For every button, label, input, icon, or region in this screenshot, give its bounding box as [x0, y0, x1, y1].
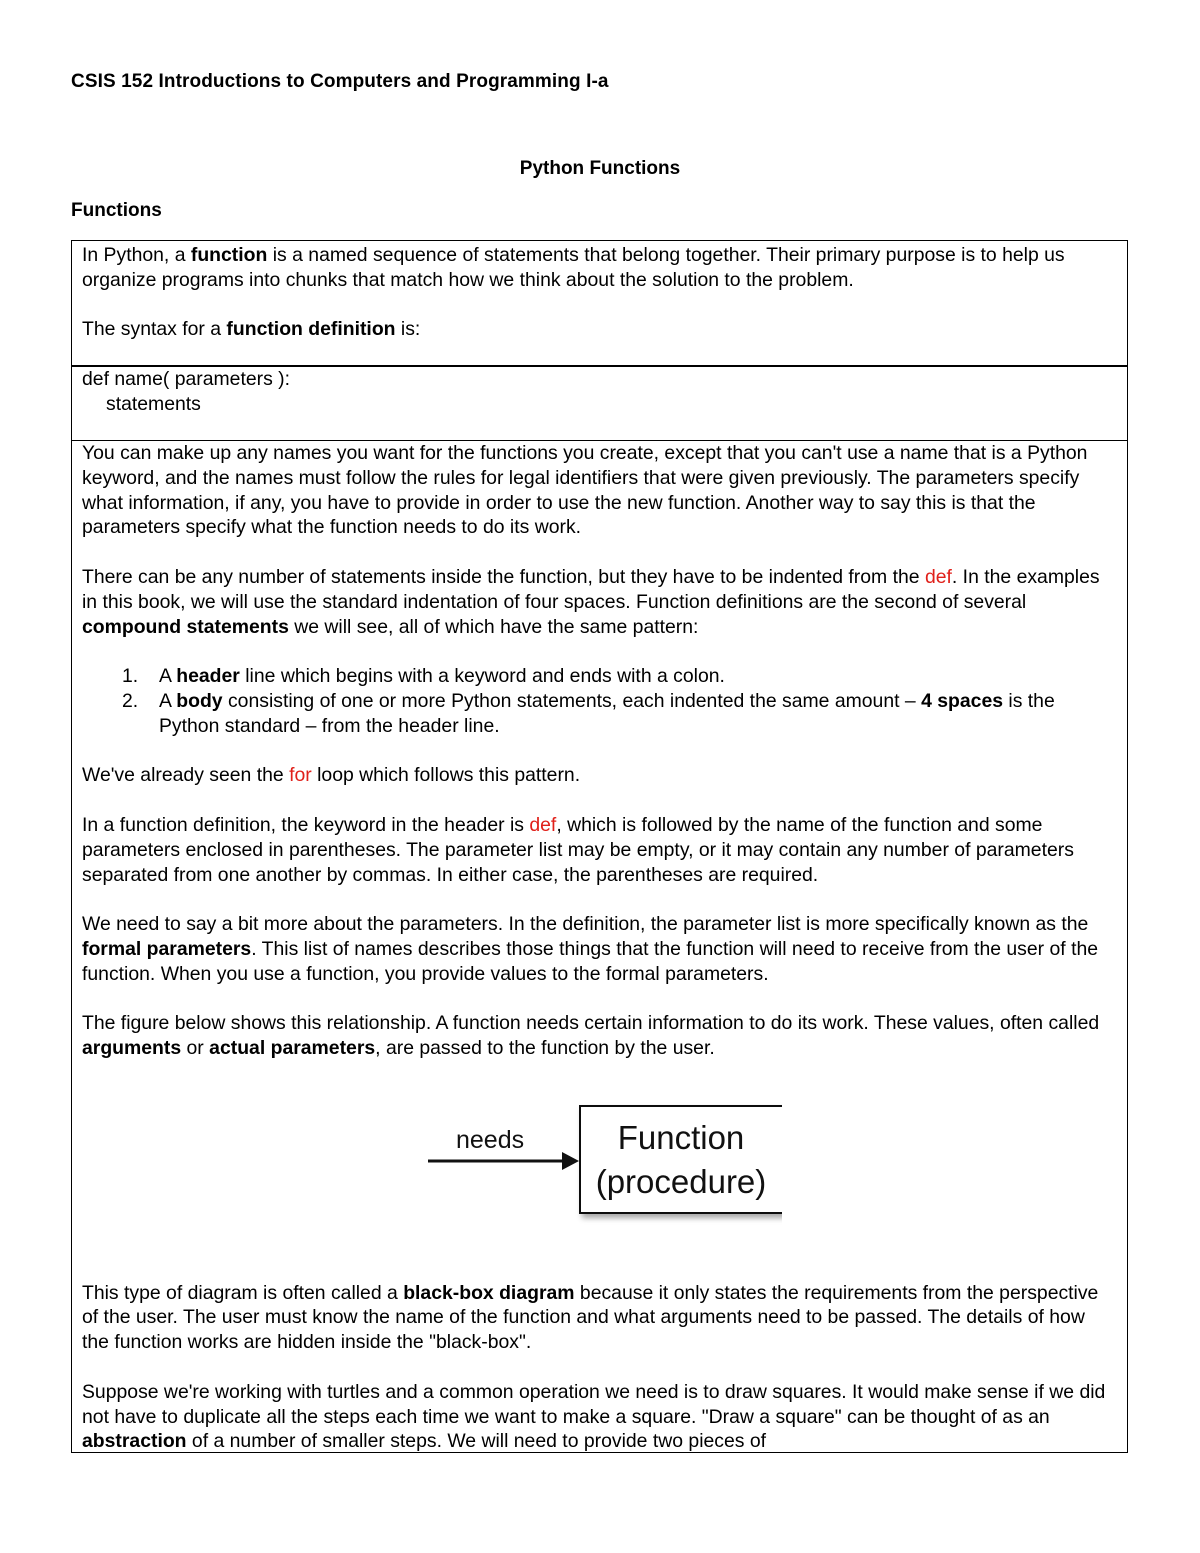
body-paragraph-5: We need to say a bit more about the parameters. In the definition, the parameter list is more specifically known as the formal parameters. This list of names describes those things that the function will need to receive from the user of the function. When you use a function, you provide values to the formal parameters. — [82, 913, 1099, 985]
intro-box — [71, 240, 1128, 367]
body-paragraph-2: There can be any number of statements inside the function, but they have to be indented from the def. In the examples in this book, we will use the standard indentation of four spaces. Function definitions are the second of several compound statements we will see, all of which have the same pattern: — [82, 565, 1100, 638]
keyword-def: def — [529, 813, 557, 836]
arrow-label: needs — [456, 1125, 525, 1154]
black-box-diagram-svg — [412, 1096, 782, 1226]
body-paragraph-6: The figure below shows this relationship. A function needs certain information to do its work. These values, often called arguments or actual parameters, are passed to the function by the user. — [82, 1012, 1100, 1060]
keyword-for: for — [289, 764, 312, 787]
list-item: 2. A body consisting of one or more Python statements, each indented the same amount – 4 spaces is the Python standard – from the header line. — [122, 689, 1055, 737]
intro-paragraph-2: The syntax for a function definition is: — [82, 318, 421, 341]
arrow-head — [562, 1152, 579, 1170]
list-item: 1. A header line which begins with a keyword and ends with a colon. — [122, 665, 725, 688]
course-title: CSIS 152 Introductions to Computers and Programming I-a — [71, 71, 609, 92]
intro-paragraph-1: In Python, a function is a named sequence of statements that belong together. Their primary purpose is to help us organize programs into chunks that match how we think about the solution to the problem. — [82, 244, 1065, 291]
body-paragraph-8: Suppose we're working with turtles and a common operation we need is to draw squares. It would make sense if we did not have to duplicate all the steps each time we want to make a square. "Draw a square" can be thought of as an abstraction of a number of smaller steps. We will need to provide two pieces of — [82, 1380, 1106, 1453]
page-title: Python Functions — [519, 158, 681, 179]
syntax-line-2: statements — [106, 392, 201, 415]
section-heading: Functions — [71, 200, 162, 221]
keyword-def: def — [924, 565, 952, 588]
black-box-diagram — [82, 1086, 1117, 1256]
syntax-box — [71, 366, 1128, 441]
body-paragraph-7: This type of diagram is often called a black-box diagram because it only states the requirements from the perspective of the user. The user must know the name of the function and what arguments need to be passed. The details of how the function works are hidden inside the "black-box". — [82, 1281, 1099, 1354]
pattern-list — [82, 664, 1117, 738]
body-paragraph-3: We've already seen the for loop which follows this pattern. — [82, 764, 581, 787]
function-box-line-2: (procedure) — [595, 1162, 767, 1200]
body-box — [71, 440, 1128, 1453]
body-paragraph-1: You can make up any names you want for the functions you create, except that you can't use a name that is a Python keyword, and the names must follow the rules for legal identifiers that were given previously. The parameters specify what information, if any, you have to provide in order to use the new function. Another way to say this is that the parameters specify what the function needs to do its work. — [82, 442, 1088, 539]
syntax-line-1: def name( parameters ): — [82, 368, 290, 390]
body-paragraph-4: In a function definition, the keyword in the header is def, which is followed by the name of the function and some parameters enclosed in parentheses. The parameter list may be empty, or it may contain any number of parameters separated from one another by commas. In either case, the parentheses are required. — [82, 813, 1074, 886]
function-box-line-1: Function — [617, 1118, 745, 1156]
